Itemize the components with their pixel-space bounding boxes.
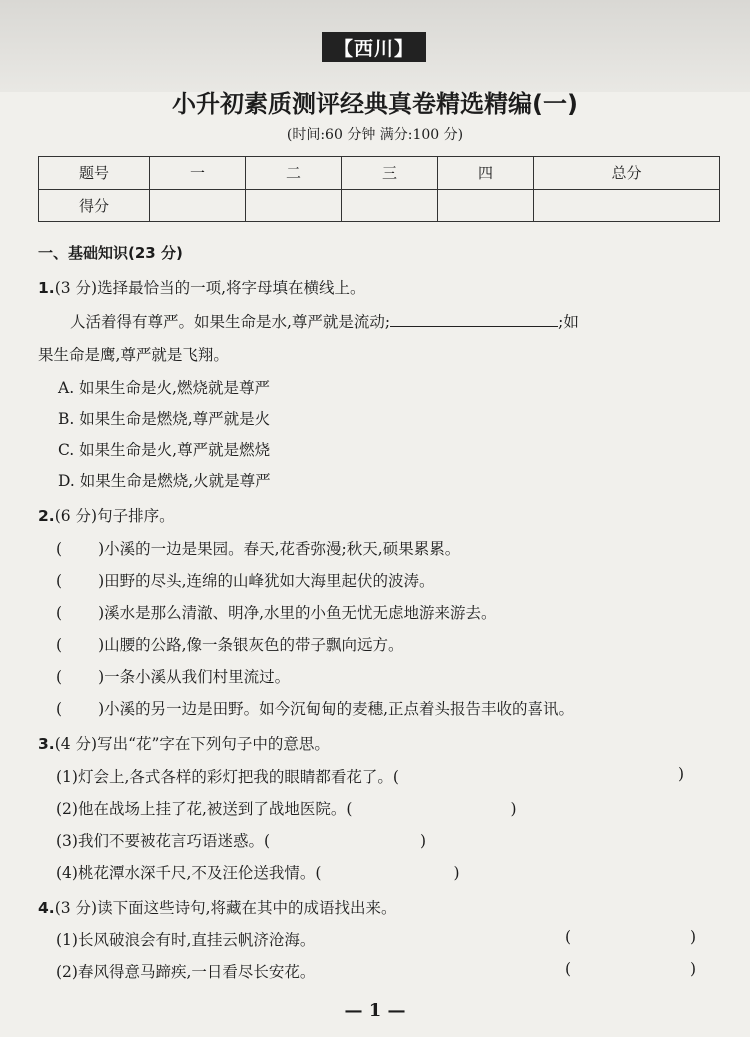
score-input-cell[interactable] — [438, 189, 534, 222]
question-3 — [38, 732, 330, 754]
idiom-paren-close: ) — [690, 960, 697, 978]
meaning-item — [56, 829, 426, 851]
question-stem: (4 分)写出“花”字在下列句子中的意思。 — [54, 735, 330, 753]
meaning-item — [56, 765, 399, 787]
score-header-cell: 一 — [150, 157, 246, 190]
question-4 — [38, 896, 397, 918]
ordering-paren-close: ) — [98, 636, 105, 654]
score-table-score-row — [39, 189, 720, 222]
ordering-paren-close: ) — [98, 572, 105, 590]
ordering-text: 田野的尽头,连绵的山峰犹如大海里起伏的波涛。 — [104, 572, 435, 590]
idiom-paren-close: ) — [690, 928, 697, 946]
ordering-item — [56, 633, 404, 655]
meaning-item — [56, 861, 460, 883]
score-input-cell[interactable] — [342, 189, 438, 222]
score-input-cell[interactable] — [246, 189, 342, 222]
question-2 — [38, 504, 175, 526]
ordering-paren-open: ( — [56, 572, 63, 590]
score-header-cell: 总分 — [534, 157, 720, 190]
idiom-paren-open: ( — [565, 928, 572, 946]
meaning-paren-close: ) — [678, 765, 685, 783]
q1-passage-line: 果生命是鹰,尊严就是飞翔。 — [38, 346, 229, 364]
meaning-paren-close: ) — [453, 864, 460, 882]
option-item: D. 如果生命是燃烧,火就是尊严 — [58, 472, 271, 490]
option-item: B. 如果生命是燃烧,尊严就是火 — [58, 410, 271, 428]
idiom-paren-open: ( — [565, 960, 572, 978]
ordering-paren-close: ) — [98, 540, 105, 558]
question-stem: (3 分)选择最恰当的一项,将字母填在横线上。 — [54, 279, 366, 297]
section-heading: 一、基础知识(23 分) — [38, 244, 183, 262]
q1-passage-text: ;如 — [558, 313, 579, 331]
ordering-item — [56, 537, 460, 559]
meaning-text: (3)我们不要被花言巧语迷惑。( — [56, 832, 271, 850]
score-table — [38, 156, 720, 222]
score-header-cell: 四 — [438, 157, 534, 190]
exam-info: (时间:60 分钟 满分:100 分) — [286, 127, 464, 143]
score-input-cell[interactable] — [534, 189, 720, 222]
score-input-cell[interactable] — [150, 189, 246, 222]
page-number: — 1 — — [344, 1000, 406, 1021]
meaning-text: (2)他在战场上挂了花,被送到了战地医院。( — [56, 800, 353, 818]
page-title: 小升初素质测评经典真卷精选精编(一) — [172, 90, 578, 118]
ordering-text: 小溪的另一边是田野。如今沉甸甸的麦穗,正点着头报告丰收的喜讯。 — [104, 700, 575, 718]
question-1 — [38, 276, 366, 298]
answer-blank[interactable] — [390, 312, 558, 327]
question-number: 4. — [38, 899, 55, 917]
ordering-paren-close: ) — [98, 700, 105, 718]
meaning-text: (4)桃花潭水深千尺,不及汪伦送我情。( — [56, 864, 322, 882]
score-header-cell: 三 — [342, 157, 438, 190]
ordering-item — [56, 697, 574, 719]
ordering-paren-open: ( — [56, 700, 63, 718]
idiom-item: (1)长风破浪会有时,直挂云帆济沧海。 — [56, 931, 316, 949]
score-header-cell: 二 — [246, 157, 342, 190]
q1-passage-line — [70, 310, 579, 332]
ordering-text: 小溪的一边是果园。春天,花香弥漫;秋天,硕果累累。 — [104, 540, 461, 558]
question-stem: (6 分)句子排序。 — [54, 507, 175, 525]
ordering-item — [56, 601, 497, 623]
option-item: A. 如果生命是火,燃烧就是尊严 — [58, 379, 270, 397]
ordering-paren-open: ( — [56, 668, 63, 686]
meaning-item — [56, 797, 517, 819]
score-header-cell: 题号 — [39, 157, 150, 190]
ordering-paren-open: ( — [56, 604, 63, 622]
idiom-item: (2)春风得意马蹄疾,一日看尽长安花。 — [56, 963, 316, 981]
q1-passage-text: 人活着得有尊严。如果生命是水,尊严就是流动; — [70, 313, 391, 331]
score-label-cell: 得分 — [39, 189, 150, 222]
ordering-paren-open: ( — [56, 636, 63, 654]
region-tag: 【西川】 — [322, 32, 426, 62]
ordering-paren-close: ) — [98, 604, 105, 622]
question-number: 3. — [38, 735, 55, 753]
meaning-paren-close: ) — [420, 832, 427, 850]
ordering-text: 溪水是那么清澈、明净,水里的小鱼无忧无虑地游来游去。 — [104, 604, 497, 622]
ordering-item — [56, 665, 290, 687]
score-table-header-row — [39, 157, 720, 190]
ordering-paren-close: ) — [98, 668, 105, 686]
option-item: C. 如果生命是火,尊严就是燃烧 — [58, 441, 271, 459]
meaning-text: (1)灯会上,各式各样的彩灯把我的眼睛都看花了。( — [56, 768, 399, 786]
meaning-paren-close: ) — [510, 800, 517, 818]
ordering-text: 一条小溪从我们村里流过。 — [104, 668, 291, 686]
ordering-item — [56, 569, 435, 591]
question-stem: (3 分)读下面这些诗句,将藏在其中的成语找出来。 — [54, 899, 397, 917]
ordering-text: 山腰的公路,像一条银灰色的带子飘向远方。 — [104, 636, 404, 654]
question-number: 2. — [38, 507, 55, 525]
question-number: 1. — [38, 279, 55, 297]
ordering-paren-open: ( — [56, 540, 63, 558]
